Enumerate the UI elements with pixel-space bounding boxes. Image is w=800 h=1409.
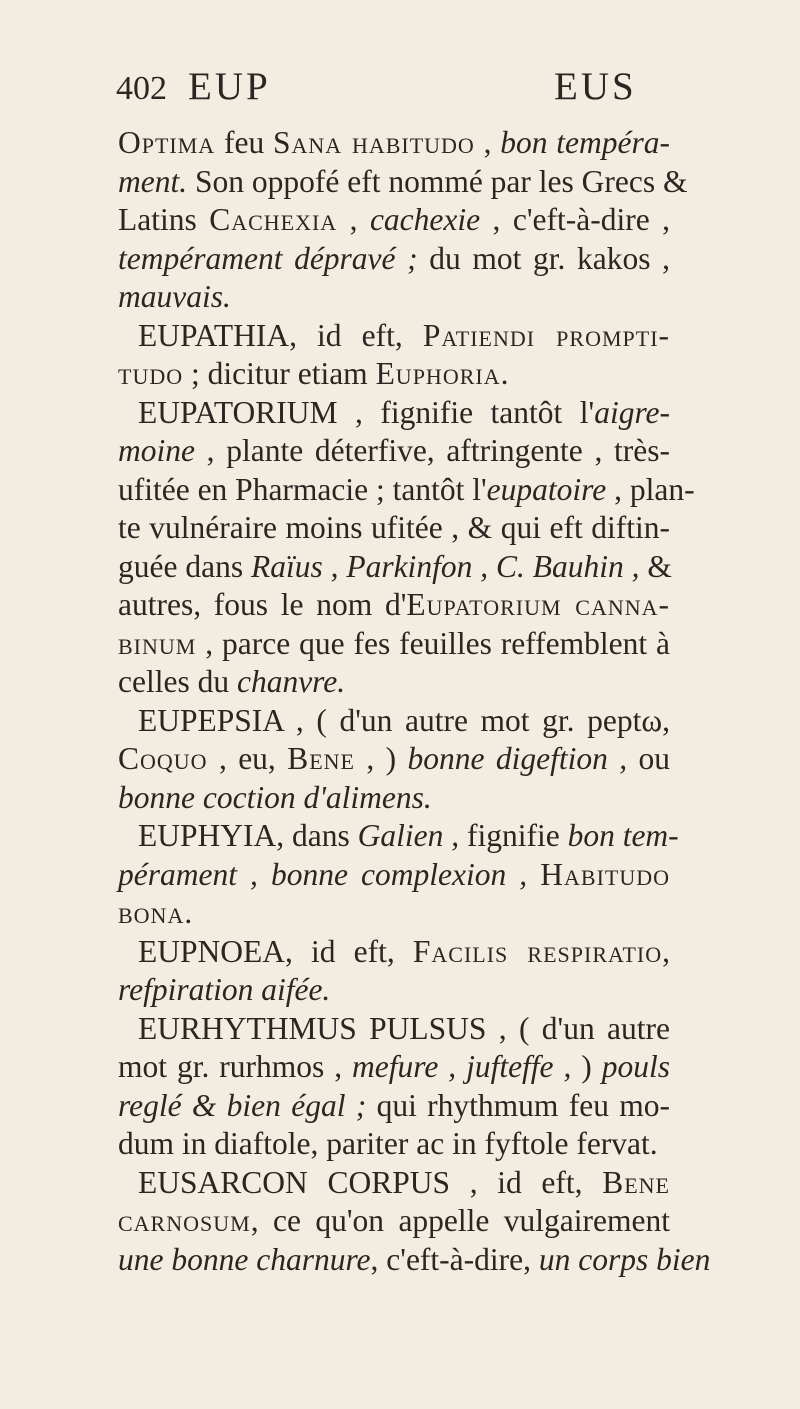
- text-line: [118, 432, 670, 471]
- text-segment: te vulnéraire moins ufitée , & qui eft diftin-: [118, 510, 670, 545]
- text-line: [118, 124, 670, 163]
- text-line: [118, 278, 670, 317]
- text-segment: autres, fous le nom d': [118, 587, 407, 622]
- italic-text: un corps bien: [538, 1241, 711, 1277]
- text-segment: , parce que fes feuilles reffemblent à: [196, 625, 670, 661]
- small-caps-text: Habitudo: [540, 856, 671, 892]
- text-segment: , ce qu'on appelle vulgairement: [250, 1203, 670, 1238]
- text-segment: ou: [627, 741, 670, 776]
- small-caps-text: Cachexia: [209, 202, 338, 237]
- text-segment: ,: [474, 125, 501, 160]
- text-segment: , ): [354, 741, 408, 776]
- text-line: [118, 663, 670, 702]
- small-caps-text: Bene: [287, 741, 355, 776]
- italic-text: Galien ,: [357, 818, 460, 853]
- text-line: [118, 317, 670, 356]
- text-line: [118, 201, 670, 240]
- running-header: [116, 64, 656, 114]
- small-caps-text: Facilis respiratio: [412, 933, 663, 969]
- text-segment: ): [571, 1049, 602, 1084]
- text-line: [118, 586, 670, 625]
- text-segment: EUPATHIA, id eft,: [138, 317, 423, 353]
- text-segment: du mot gr. kakos ,: [417, 240, 670, 276]
- text-line: [118, 1048, 670, 1087]
- italic-text: eupatoire: [486, 471, 607, 507]
- italic-text: Raïus , Parkinfon , C. Bauhin ,: [250, 548, 640, 584]
- small-caps-text: Optima: [118, 125, 216, 160]
- text-line: [118, 163, 688, 202]
- text-line: [118, 971, 670, 1010]
- text-segment: , plan-: [606, 471, 695, 507]
- text-segment: [527, 857, 540, 892]
- text-segment: .: [500, 356, 509, 391]
- italic-text: pouls: [601, 1049, 670, 1084]
- text-segment: ,: [337, 202, 370, 237]
- italic-text: moine: [118, 433, 195, 468]
- italic-text: mefure , jufteffe ,: [352, 1049, 572, 1084]
- text-line: [118, 471, 695, 510]
- text-segment: &: [639, 548, 672, 584]
- text-segment: feu: [215, 125, 273, 160]
- text-segment: ; dicitur etiam: [183, 356, 376, 391]
- small-caps-text: Patiendi prompti-: [422, 317, 671, 353]
- italic-text: ment.: [118, 163, 188, 199]
- text-line: [118, 1241, 711, 1280]
- small-caps-text: Eupatorium canna-: [406, 587, 670, 622]
- text-segment: , c'eft-à-dire,: [370, 1241, 539, 1277]
- text-segment: guée dans: [118, 548, 251, 584]
- text-line: [118, 355, 670, 394]
- text-line: [118, 1164, 670, 1203]
- text-line: [118, 394, 670, 433]
- text-line: [118, 1010, 670, 1049]
- text-segment: , c'eft-à-dire ,: [480, 202, 670, 237]
- italic-text: reglé & bien égal ;: [118, 1087, 367, 1123]
- italic-text: refpiration aifée.: [118, 972, 331, 1007]
- text-line: [118, 702, 670, 741]
- italic-text: bonne digeftion ,: [407, 741, 628, 776]
- text-segment: dum in diaftole, pariter ac in fyftole fervat.: [118, 1126, 658, 1161]
- text-segment: EUPNOEA, id eft,: [138, 933, 413, 969]
- italic-text: bon tempéra-: [500, 125, 671, 160]
- text-line: [118, 779, 670, 818]
- small-caps-text: tudo: [118, 356, 184, 391]
- text-line: [118, 894, 670, 933]
- text-segment: Latins: [118, 202, 210, 237]
- text-line: [118, 1125, 670, 1164]
- text-segment: , eu,: [207, 741, 288, 776]
- text-line: [118, 740, 670, 779]
- text-segment: fignifie: [459, 818, 568, 853]
- text-segment: EUPATORIUM , fignifie tantôt l': [138, 394, 595, 430]
- small-caps-text: carnosum: [118, 1203, 251, 1238]
- italic-text: chanvre.: [236, 664, 346, 699]
- small-caps-text: Coquo: [118, 741, 208, 776]
- text-line: [118, 625, 670, 664]
- small-caps-text: binum: [118, 625, 197, 661]
- text-line: [118, 240, 670, 279]
- text-line: [118, 1202, 670, 1241]
- text-segment: Son oppofé eft nommé par les Grecs &: [187, 163, 688, 199]
- italic-text: mauvais.: [118, 279, 231, 314]
- text-segment: EUSARCON CORPUS , id eft,: [138, 1164, 603, 1200]
- italic-text: une bonne charnure: [118, 1241, 371, 1277]
- text-segment: qui rhythmum feu mo-: [366, 1087, 670, 1123]
- text-line: [118, 933, 670, 972]
- italic-text: tempérament dépravé ;: [118, 240, 418, 276]
- italic-text: pérament , bonne complexion ,: [118, 856, 528, 892]
- text-line: [118, 856, 670, 895]
- italic-text: cachexie: [369, 202, 481, 237]
- dictionary-text: [118, 124, 711, 1279]
- text-segment: ,: [662, 933, 670, 969]
- right-running-head: EUS: [554, 65, 637, 108]
- text-segment: ufitée en Pharmacie ; tantôt l': [118, 471, 487, 507]
- text-line: [118, 817, 679, 856]
- italic-text: aigre-: [594, 394, 670, 430]
- italic-text: bon tem-: [567, 818, 679, 853]
- small-caps-text: Euphoria: [375, 356, 501, 391]
- text-segment: EUPHYIA, dans: [138, 818, 358, 853]
- small-caps-text: bona.: [118, 895, 194, 930]
- page-number: 402: [116, 70, 167, 107]
- text-segment: EUPEPSIA , ( d'un autre mot gr. peptω,: [138, 702, 670, 738]
- text-segment: EURHYTHMUS PULSUS , ( d'un autre: [138, 1010, 670, 1046]
- text-line: [118, 548, 670, 587]
- small-caps-text: Sana habitudo: [272, 125, 475, 160]
- text-line: [118, 1087, 670, 1126]
- text-segment: mot gr. rurhmos ,: [118, 1049, 353, 1084]
- text-line: [118, 509, 670, 548]
- text-segment: , plante déterfive, aftringente , très-: [194, 433, 670, 468]
- italic-text: bonne coction d'alimens.: [118, 779, 432, 815]
- small-caps-text: Bene: [602, 1164, 670, 1200]
- text-segment: celles du: [118, 664, 237, 699]
- left-running-head: EUP: [188, 65, 271, 108]
